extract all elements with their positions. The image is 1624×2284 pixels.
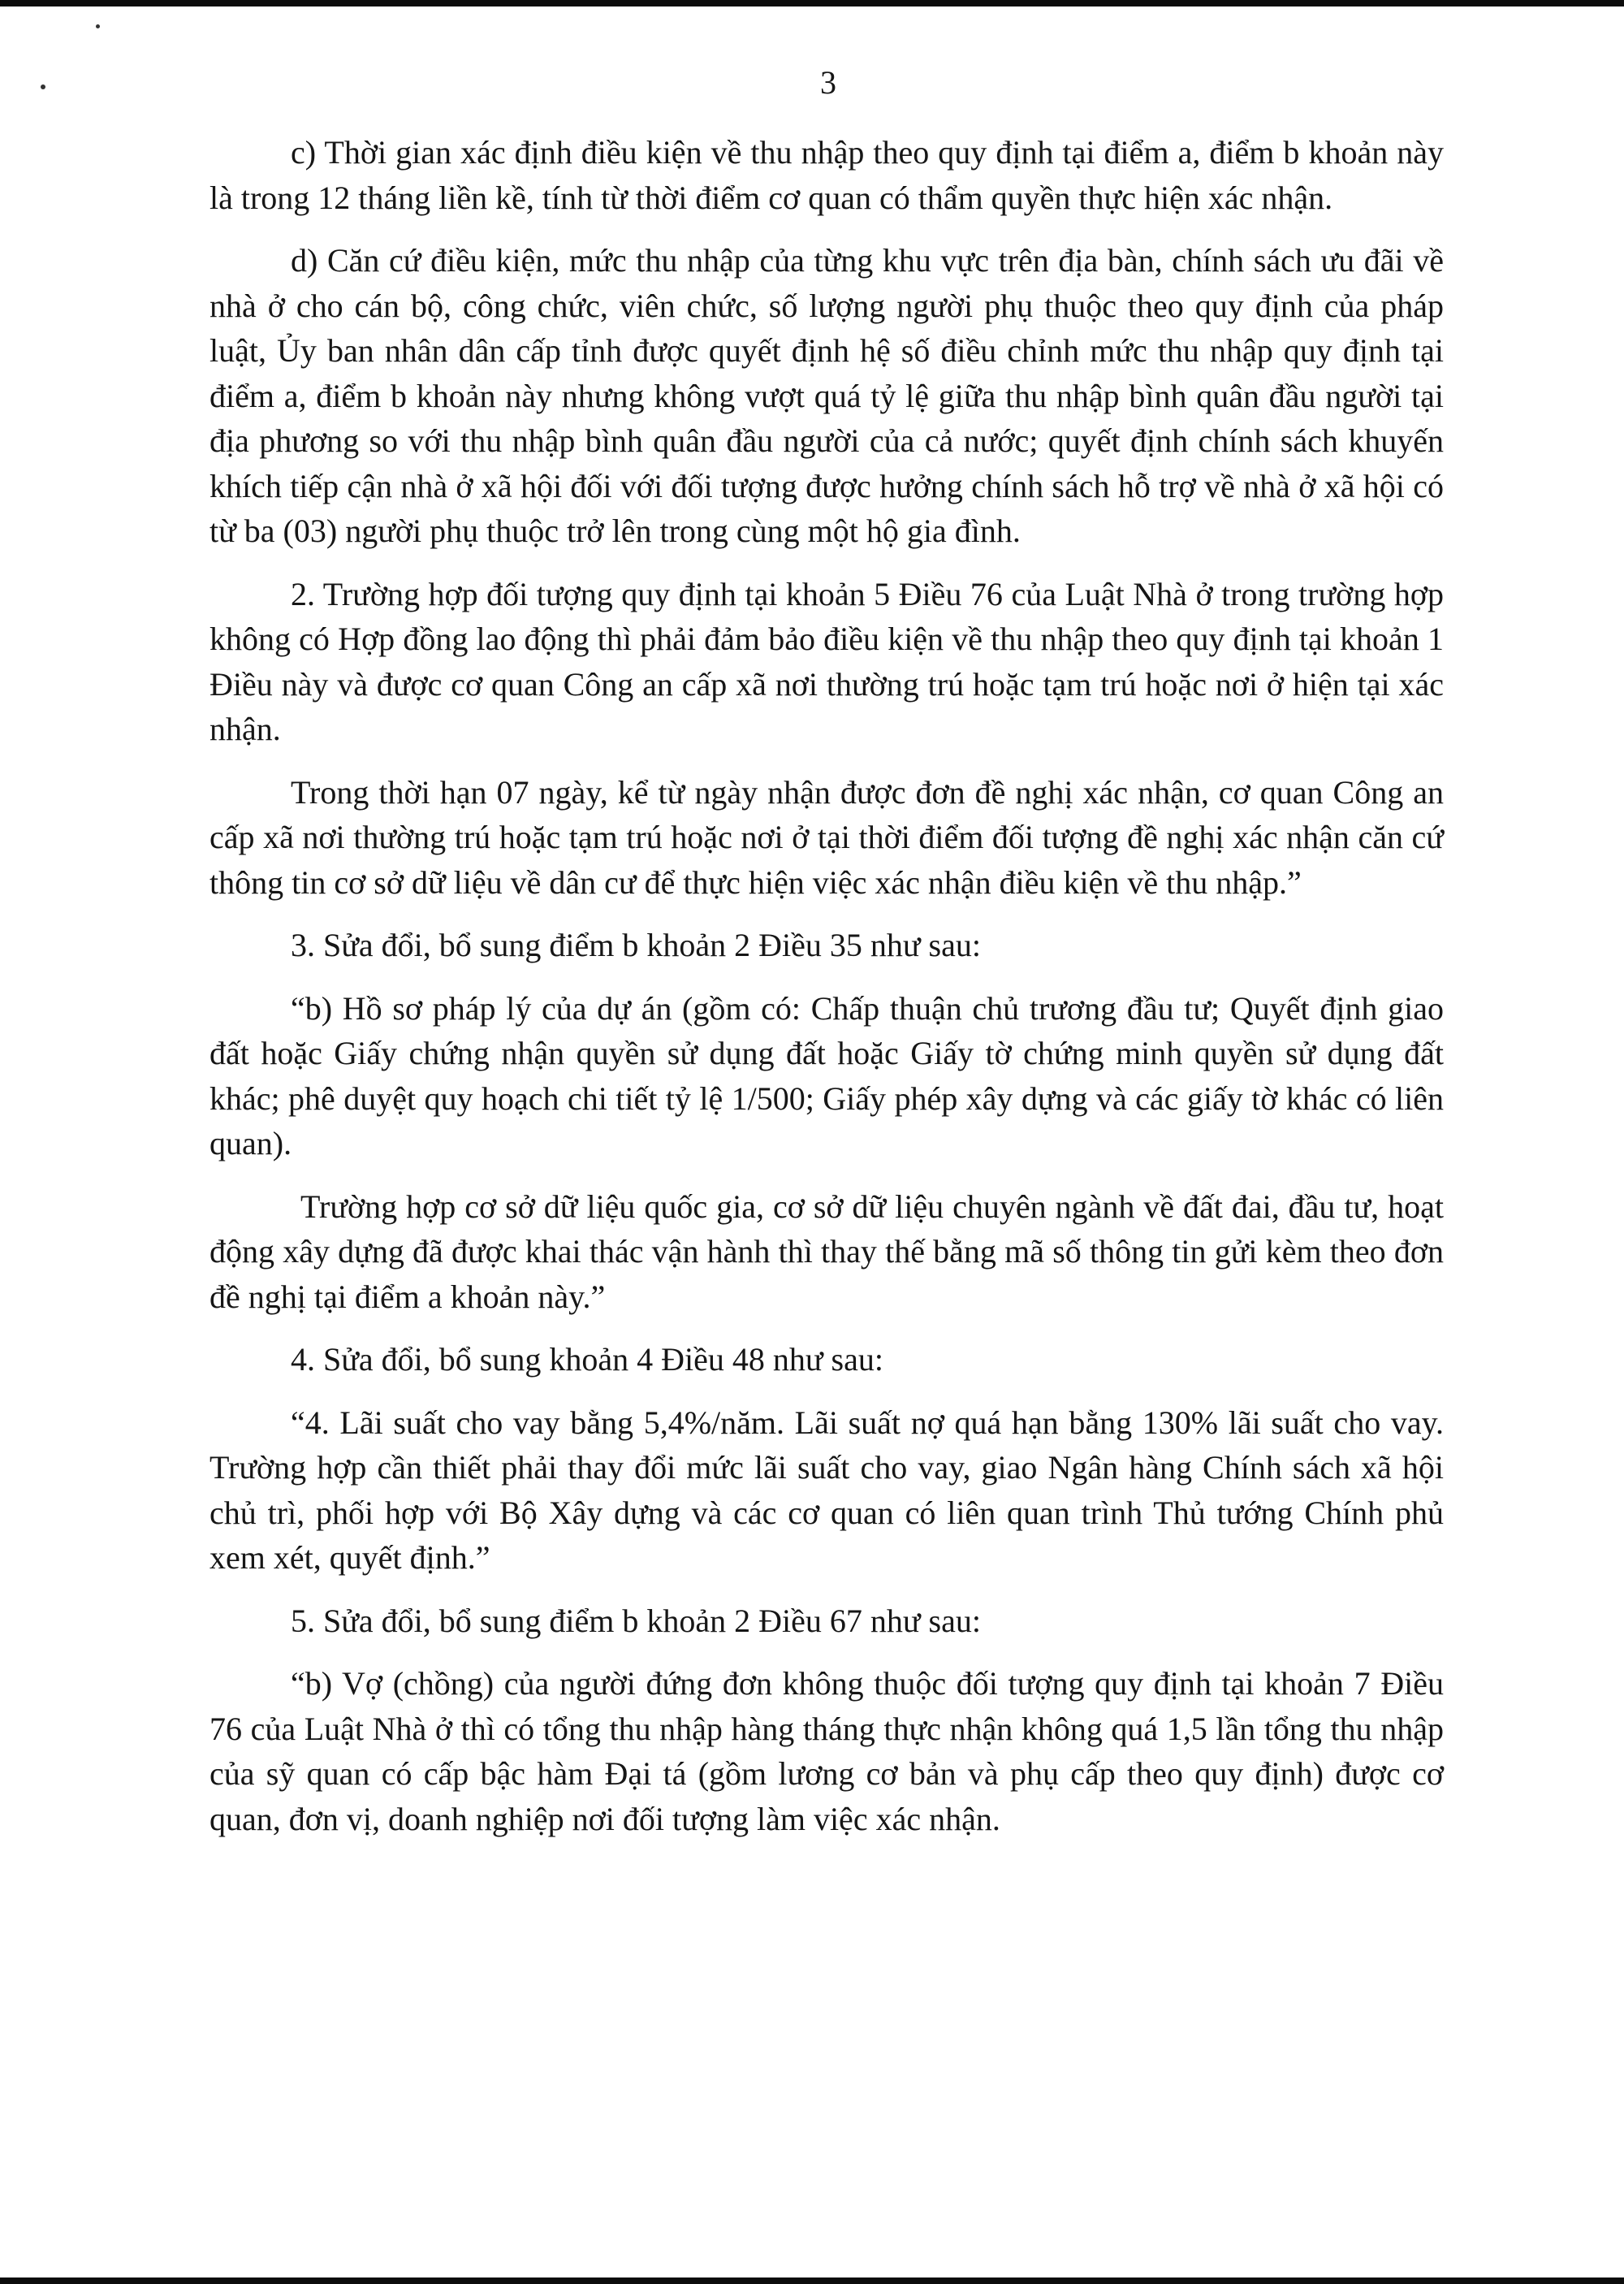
page-number: 3	[820, 64, 836, 101]
paragraph-3-amend-article-35: 3. Sửa đổi, bổ sung điểm b khoản 2 Điều 35 như sau:	[291, 927, 981, 963]
paragraph-d-income-adjustment: d) Căn cứ điều kiện, mức thu nhập của từng khu vực trên địa bàn, chính sách ưu đãi về nhà ở cho cán bộ, công chức, viên chức, số lượng người phụ thuộc theo quy định của pháp luật, Ủy ban nhân dân cấp tỉnh được quyết định hệ số điều chỉnh mức thu nhập quy định tại điểm a, điểm b khoản này nhưng không vượt quá tỷ lệ giữa thu nhập bình quân đầu người tại địa phương so với thu nhập bình quân đầu người của cả nước; quyết định chính sách khuyến khích tiếp cận nhà ở xã hội đối với đối tượng được hưởng chính sách hỗ trợ về nhà ở xã hội có từ ba (03) người phụ thuộc trở lên trong cùng một hộ gia đình.	[209, 242, 1444, 549]
paragraph-database-substitution: Trường hợp cơ sở dữ liệu quốc gia, cơ sở dữ liệu chuyên ngành về đất đai, đầu tư, hoạt động xây dựng đã được khai thác vận hành thì thay thế bằng mã số thông tin gửi kèm theo đơn đề nghị tại điểm a khoản này.”	[209, 1187, 1444, 1315]
paragraph-5-amend-article-67: 5. Sửa đổi, bổ sung điểm b khoản 2 Điều 67 như sau:	[291, 1602, 981, 1639]
paragraph-loan-interest-rate: “4. Lãi suất cho vay bằng 5,4%/năm. Lãi suất nợ quá hạn bằng 130% lãi suất cho vay. Trường hợp cần thiết phải thay đổi mức lãi suất cho vay, giao Ngân hàng Chính sách xã hội chủ trì, phối hợp với Bộ Xây dựng và các cơ quan có liên quan trình Thủ tướng Chính phủ xem xét, quyết định.”	[209, 1404, 1444, 1576]
paragraph-confirmation-deadline: Trong thời hạn 07 ngày, kể từ ngày nhận được đơn đề nghị xác nhận, cơ quan Công an cấp xã nơi thường trú hoặc tạm trú hoặc nơi ở tại thời điểm đối tượng đề nghị xác nhận căn cứ thông tin cơ sở dữ liệu về dân cư để thực hiện việc xác nhận điều kiện về thu nhập.”	[209, 773, 1444, 901]
paragraph-project-legal-dossier: “b) Hồ sơ pháp lý của dự án (gồm có: Chấp thuận chủ trương đầu tư; Quyết định giao đất hoặc Giấy chứng nhận quyền sử dụng đất hoặc Giấy tờ chứng minh quyền sử dụng đất khác; phê duyệt quy hoạch chi tiết tỷ lệ 1/500; Giấy phép xây dựng và các giấy tờ khác có liên quan).	[209, 989, 1444, 1161]
paragraph-c-income-period: c) Thời gian xác định điều kiện về thu nhập theo quy định tại điểm a, điểm b khoản này là trong 12 tháng liền kề, tính từ thời điểm cơ quan có thẩm quyền thực hiện xác nhận.	[209, 134, 1444, 216]
paragraph-spouse-income: “b) Vợ (chồng) của người đứng đơn không thuộc đối tượng quy định tại khoản 7 Điều 76 của Luật Nhà ở thì có tổng thu nhập hàng tháng thực nhận không quá 1,5 lần tổng thu nhập của sỹ quan có cấp bậc hàm Đại tá (gồm lương cơ bản và phụ cấp theo quy định) được cơ quan, đơn vị, doanh nghiệp nơi đối tượng làm việc xác nhận.	[209, 1665, 1444, 1837]
paragraph-2-no-labor-contract: 2. Trường hợp đối tượng quy định tại khoản 5 Điều 76 của Luật Nhà ở trong trường hợp không có Hợp đồng lao động thì phải đảm bảo điều kiện về thu nhập theo quy định tại khoản 1 Điều này và được cơ quan Công an cấp xã nơi thường trú hoặc tạm trú hoặc nơi ở hiện tại xác nhận.	[209, 575, 1444, 747]
paragraph-4-amend-article-48: 4. Sửa đổi, bổ sung khoản 4 Điều 48 như sau:	[291, 1341, 883, 1378]
scan-border-top	[0, 0, 1624, 6]
document-body	[209, 130, 1444, 1859]
scan-border-bottom	[0, 2278, 1624, 2284]
scan-speck	[96, 24, 100, 28]
